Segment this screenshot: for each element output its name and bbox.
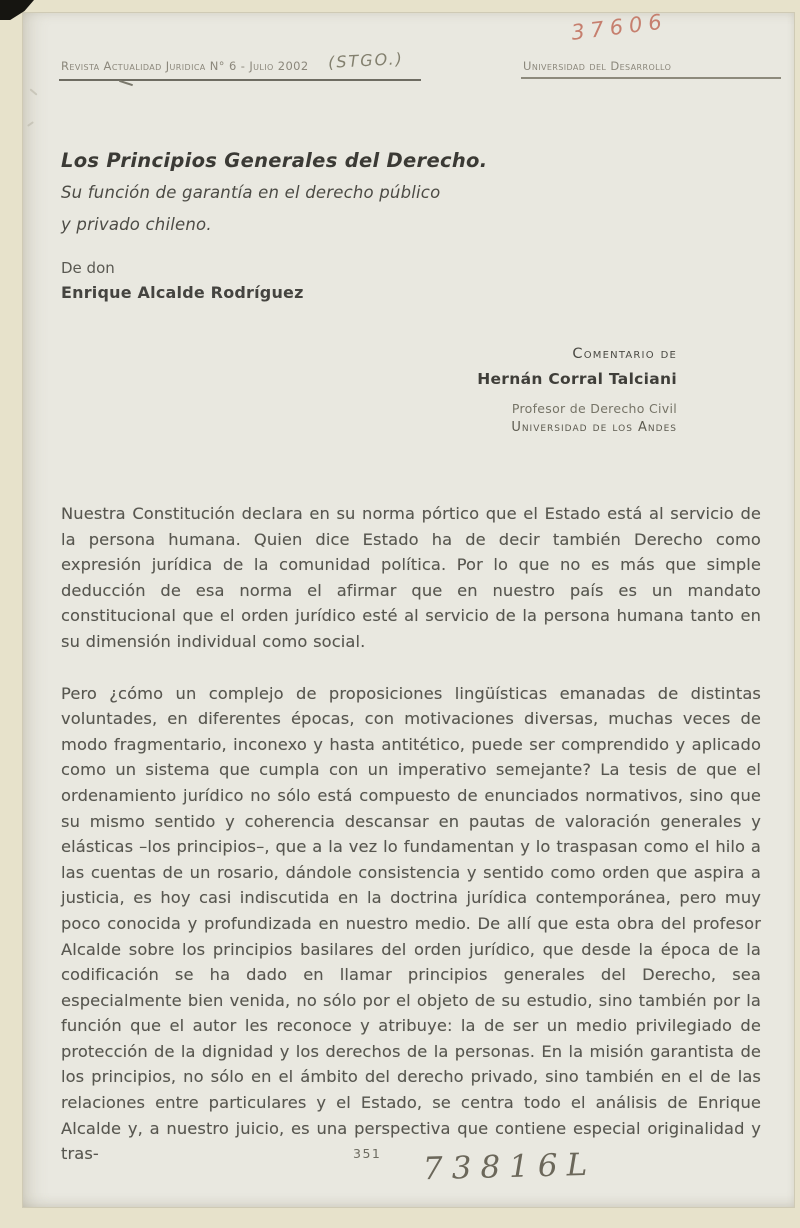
handwritten-city-note: (STGO.) [327, 49, 405, 72]
page-number: 351 [353, 1146, 382, 1161]
pencil-mark [27, 121, 34, 127]
institution-header: Universidad del Desarrollo [523, 59, 672, 73]
article-subtitle-line1: Su función de garantía en el derecho público [61, 183, 441, 202]
journal-header: Revista Actualidad Juridica N° 6 - Julio 2002 [61, 59, 309, 73]
body-paragraph-2: Pero ¿cómo un complejo de proposiciones lingüísticas emanadas de distintas voluntades, en diferentes épocas, con motivaciones diversas, muchas veces de modo fragmentario, inconexo y hasta antitético, puede ser comprendido y aplicado como un sistema que cumpla con un imperativo semejante? La tesis de que el ordenamiento jurídico no sólo está compuesto de enunciados normativos, sino que su mismo sentido y coherencia descansar en pautas de valoración generales y elásticas –los principios–, que a la vez lo fundamentan y lo traspasan como el hilo a las cuentas de un rosario, dándole consistencia y sentido como orden que aspira a justicia, es hoy casi indiscutida en la doctrina jurídica contemporánea, pero muy poco conocida y profundizada en nuestro medio. De allí que esta obra del profesor Alcalde sobre los principios basilares del orden jurídico, que desde la época de la codificación se ha dado en llamar principios generales del Derecho, sea especialmente bien venida, no sólo por el objeto de su estudio, sino también por la función que el autor les reconoce y atribuye: la de ser un medio privilegiado de protección de la dignidad y los derechos de la personas. En la misión garantista de los principios, no sólo en el ámbito del derecho privado, sino también en el de las relaciones entre particulares y el Estado, se centra todo el análisis de Enrique Alcalde y, a nuestro juicio, es una perspectiva que contiene especial originalidad y tras- [61, 683, 761, 1164]
commentator-name: Hernán Corral Talciani [477, 370, 677, 388]
scanned-page [22, 9, 795, 1208]
commentator-role: Profesor de Derecho Civil [511, 401, 677, 416]
catalog-number-handwritten: 73816L [422, 1146, 597, 1188]
header-rule-right [521, 77, 781, 79]
author-name: Enrique Alcalde Rodríguez [61, 283, 304, 302]
body-text [61, 501, 761, 1193]
commentary-label: Comentario de [572, 346, 677, 362]
article-subtitle-line2: y privado chileno. [61, 215, 212, 234]
accession-number-handwritten: 37606 [569, 9, 669, 45]
author-prefix: De don [61, 259, 115, 277]
header-rule-left [59, 79, 421, 81]
article-title: Los Principios Generales del Derecho. [61, 149, 488, 172]
body-paragraph-1: Nuestra Constitución declara en su norma pórtico que el Estado está al servicio de la persona humana. Quien dice Estado ha de decir también Derecho como expresión jurídica de la comunidad política. Por lo que no es más que simple deducción de esa norma el afirmar que en nuestro país es un mandato constitucional que el orden jurídico esté al servicio de la persona humana tanto en su dimensión individual como social. [61, 504, 761, 651]
commentator-institution: Universidad de los Andes [511, 420, 677, 435]
pencil-mark [29, 88, 37, 95]
